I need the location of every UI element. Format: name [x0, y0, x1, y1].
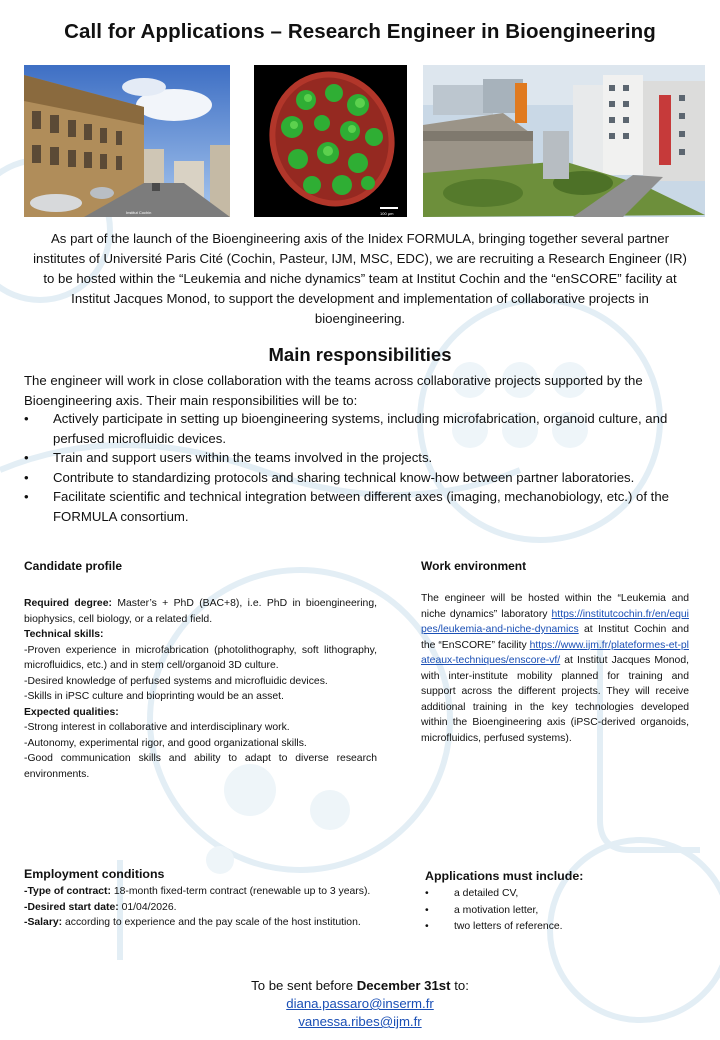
- contract-label: -Type of contract:: [24, 886, 111, 897]
- responsibilities-lead: The engineer will work in close collaboration with the teams across collaborative projects supported by the Bioengineering axis. Their main responsibilities will be to:: [24, 373, 643, 408]
- list-item: [425, 903, 563, 920]
- send-suffix: to:: [450, 978, 469, 993]
- candidate-profile-heading: Candidate profile: [24, 559, 123, 573]
- deadline: December 31st: [356, 978, 451, 993]
- send-prefix: To be sent before: [251, 978, 357, 993]
- list-item: [24, 448, 704, 468]
- quality-item: -Autonomy, experimental rigor, and good organizational skills.: [24, 737, 307, 749]
- application-item: two letters of reference.: [454, 921, 563, 932]
- responsibility-text: Contribute to standardizing protocols and sharing technical know-how between partner laboratories.: [53, 469, 635, 485]
- email-contact-1: [0, 995, 720, 1013]
- qualities-label: Expected qualities:: [24, 706, 119, 718]
- work-text: at Institut Jacques Monod, with inter-institute mobility planned for training and support across the different projects. They will receive additional training in the key technologies developed within the Bioengineering axis (iPSC-derived organoids, microfluidics, perfused systems).: [421, 655, 689, 744]
- email-link-diana[interactable]: diana.passaro@inserm.fr: [286, 996, 434, 1011]
- employment-conditions: [24, 884, 377, 931]
- application-item: a motivation letter,: [454, 904, 539, 916]
- bullet: •: [24, 450, 29, 465]
- quality-item: -Strong interest in collaborative and interdisciplinary work.: [24, 722, 290, 733]
- cochin-lab-link[interactable]: https://institutcochin.fr/en/equipes/leukemia-and-niche-dynamics: [421, 608, 689, 635]
- email-contact-2: [0, 1013, 720, 1031]
- work-environment: [421, 591, 689, 746]
- photo-institut-building: [24, 65, 230, 217]
- work-environment-heading: Work environment: [421, 559, 527, 573]
- start-date: [24, 900, 377, 916]
- intro-paragraph: As part of the launch of the Bioengineering axis of the Inidex FORMULA, bringing together several partner institutes of Université Paris Cité (Cochin, Pasteur, IJM, MSC, EDC), we are recruiting a Research Engineer (IR) to be hosted within the “Leukemia and niche dynamics” team at Institut Cochin and the “enSCORE” facility at Institut Jacques Monod, to support the development and implementation of collaborative projects in bioengineering.: [33, 231, 687, 326]
- contract-type: [24, 884, 377, 900]
- start-text: 01/04/2026.: [118, 901, 177, 913]
- responsibility-text: Train and support users within the teams involved in the projects.: [53, 450, 433, 465]
- photo-organoid-microscopy: [254, 65, 407, 217]
- list-item: [425, 919, 563, 936]
- salary: [24, 915, 377, 931]
- required-degree: [24, 596, 377, 627]
- responsibilities-heading: Main responsibilities: [268, 344, 452, 365]
- degree-label: Required degree:: [24, 598, 112, 609]
- quality-item: -Good communication skills and ability to adapt to diverse research environments.: [24, 753, 377, 780]
- application-item: a detailed CV,: [454, 888, 519, 899]
- bullet: •: [425, 888, 429, 899]
- list-item: [425, 886, 563, 903]
- applications-heading: Applications must include:: [425, 869, 584, 883]
- list-item: [24, 487, 704, 526]
- email-link-vanessa[interactable]: vanessa.ribes@ijm.fr: [298, 1014, 422, 1029]
- list-item: [24, 468, 704, 488]
- start-label: -Desired start date:: [24, 901, 119, 913]
- salary-label: -Salary:: [24, 917, 63, 928]
- photo-caption: Institut Cochin: [126, 210, 152, 215]
- responsibility-text: Actively participate in setting up bioengineering systems, including microfabrication, organoid culture, and perfused microfluidic devices.: [53, 411, 668, 446]
- bullet: •: [24, 489, 29, 504]
- bullet: •: [425, 921, 429, 932]
- skill-item: -Skills in iPSC culture and bioprinting would be an asset.: [24, 691, 284, 702]
- bullet: •: [24, 469, 29, 485]
- responsibilities-list: [24, 409, 704, 526]
- salary-text: according to experience and the pay scale of the host institution.: [62, 917, 361, 928]
- contract-text: 18-month fixed-term contract (renewable up to 3 years).: [110, 886, 371, 897]
- applications-list: [425, 886, 563, 936]
- responsibility-text: Facilitate scientific and technical integration between different axes (imaging, mechanobiology, etc.) of the FORMULA consortium.: [53, 489, 670, 524]
- list-item: [24, 409, 704, 448]
- employment-conditions-heading: Employment conditions: [24, 867, 165, 881]
- photo-campus-aerial: [423, 65, 705, 217]
- degree-text: Master’s + PhD (BAC+8), i.e. PhD in bioengineering, biophysics, cell biology, or a related field.: [24, 598, 377, 625]
- skills-label: Technical skills:: [24, 629, 104, 640]
- bullet: •: [425, 904, 429, 916]
- bullet: •: [24, 411, 29, 426]
- enscore-facility-link[interactable]: https://www.ijm.fr/plateformes-et-plateaux-techniques/enscore-vf/: [421, 639, 689, 666]
- page-title: Call for Applications – Research Engineer in Bioengineering: [64, 20, 656, 43]
- scale-bar-label: 100 µm: [380, 211, 394, 216]
- work-text: at Institut Cochin and the “EnSCORE” facility: [421, 624, 689, 651]
- work-text: The engineer will be hosted within the “Leukemia and niche dynamics” laboratory: [421, 593, 689, 620]
- skill-item: -Desired knowledge of perfused systems and microfluidic devices.: [24, 675, 328, 687]
- skill-item: -Proven experience in microfabrication (photolithography, soft lithography, microfluidics, etc.) and in stem cell/organoid 3D culture.: [24, 644, 377, 671]
- candidate-profile: [24, 596, 377, 782]
- send-instructions: [0, 977, 720, 995]
